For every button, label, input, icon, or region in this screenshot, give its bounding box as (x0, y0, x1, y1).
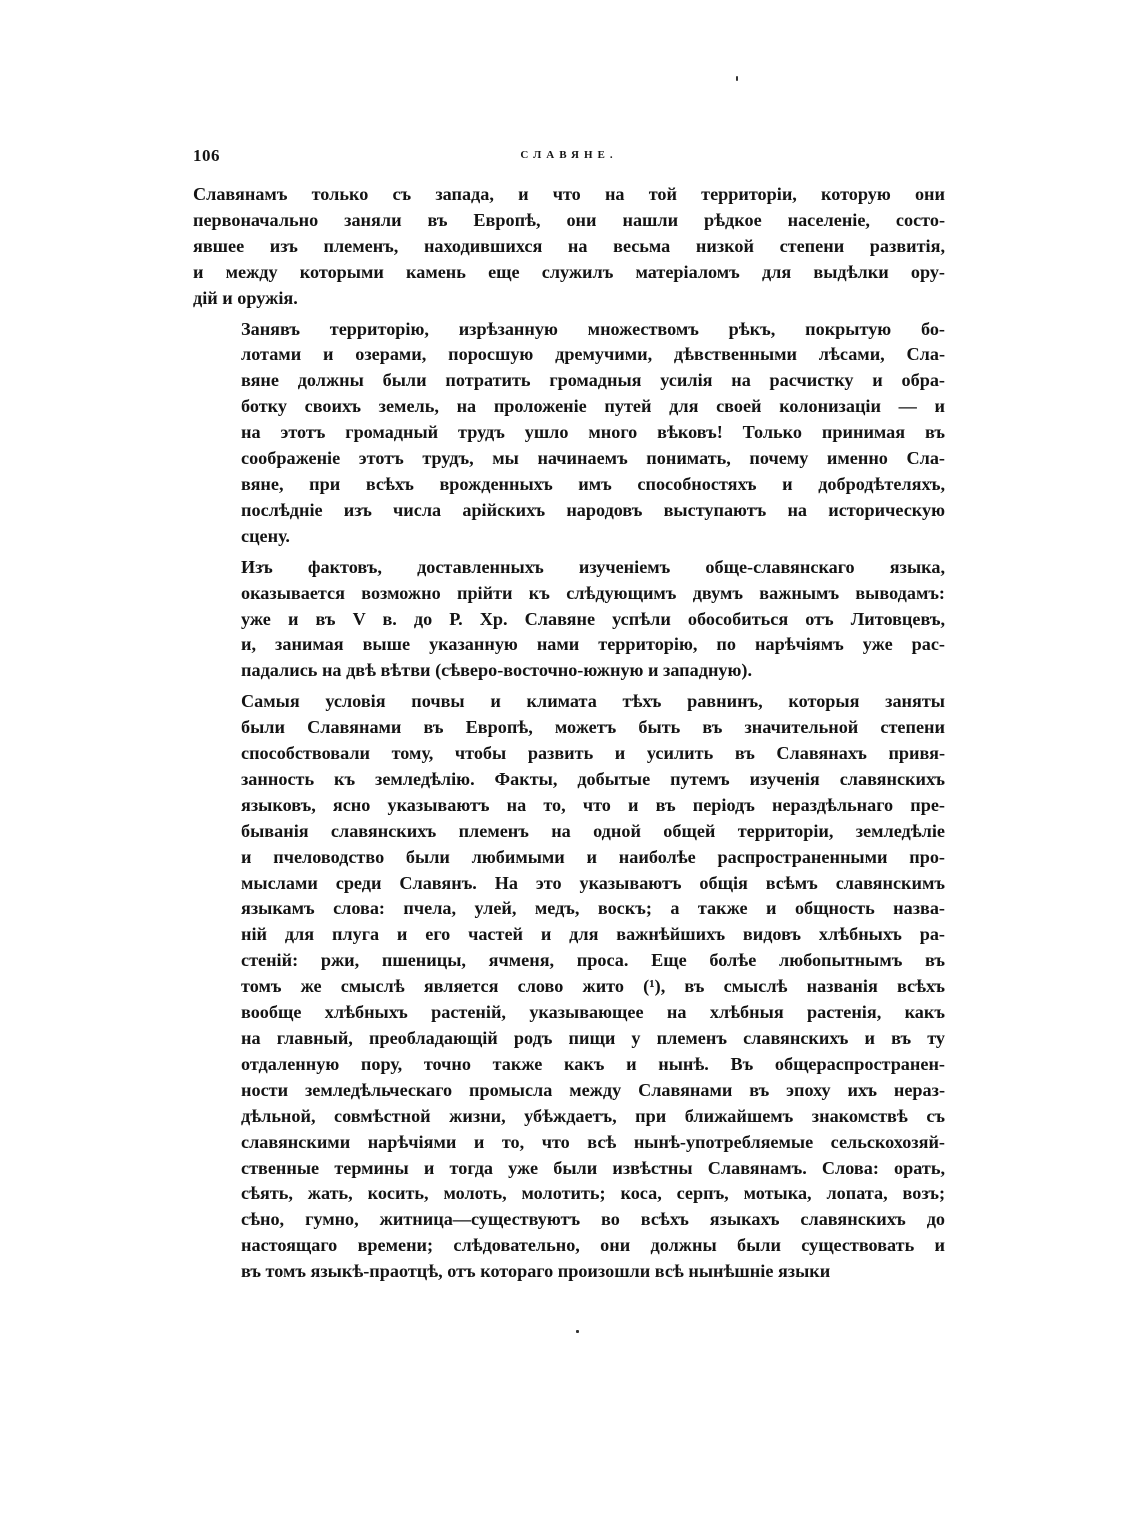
page-number: 106 (193, 146, 220, 165)
text-line: Самыя условія почвы и климата тѣхъ равнинъ, которыя заняты (241, 691, 945, 712)
text-line: на главный, преобладающій родъ пищи у племенъ славянскихъ и въ ту (241, 1028, 945, 1048)
paragraph (193, 182, 945, 312)
text-line: ственные термины и тогда уже были извѣстны Славянамъ. Слова: орать, (241, 1157, 945, 1178)
text-line: уже и въ V в. до Р. Хр. Славяне успѣли обособиться отъ Литовцевъ, (241, 608, 945, 629)
text-line: вяне, при всѣхъ врожденныхъ имъ способностяхъ и добродѣтеляхъ, (241, 473, 945, 494)
text-line: оказывается возможно прійти къ слѣдующимъ двумъ важнымъ выводамъ: (241, 582, 945, 603)
text-line: Занявъ территорію, изрѣзанную множествомъ рѣкъ, покрытую бо- (241, 318, 945, 339)
text-line: лотами и озерами, поросшую дремучими, дѣвственными лѣсами, Сла- (241, 344, 945, 365)
text-line: быванія славянскихъ племенъ на одной общей территоріи, земледѣліе (241, 820, 945, 841)
text-line: томъ же смыслѣ является слово жито (¹), въ смыслѣ названія всѣхъ (241, 976, 945, 997)
text-line: настоящаго времени; слѣдовательно, они должны были существовать и (241, 1235, 945, 1256)
paragraph (193, 555, 945, 685)
text-line: были Славянами въ Европѣ, можетъ быть въ значительной степени (241, 717, 945, 738)
text-line: ній для плуга и его частей и для важнѣйшихъ видовъ хлѣбныхъ ра- (241, 924, 945, 945)
text-line: послѣдніе изъ числа арійскихъ народовъ выступаютъ на историческую (241, 499, 945, 520)
print-speck (576, 1330, 579, 1333)
paragraph (193, 317, 945, 550)
text-line: сѣно, гумно, житница—существуютъ во всѣхъ языкахъ славянскихъ до (241, 1209, 945, 1230)
text-line: и пчеловодство были любимыми и наиболѣе распространенными про- (241, 846, 945, 867)
text-line: падались на двѣ вѣтви (сѣверо-восточно-южную и западную). (241, 660, 753, 681)
text-line: сцену. (241, 525, 290, 546)
text-line: дій и оружія. (193, 287, 298, 308)
text-line: соображеніе этотъ трудъ, мы начинаемъ понимать, почему именно Сла- (241, 448, 945, 469)
text-line: отдаленную пору, точно также какъ и нынѣ. Въ общераспространен- (241, 1053, 945, 1074)
body-text (193, 182, 945, 1285)
text-line: явшее изъ племенъ, находившихся на весьма низкой степени развитія, (193, 235, 945, 256)
text-line: Славянамъ только съ запада, и что на той территоріи, которую они (193, 184, 945, 204)
text-line: на этотъ громадный трудъ ушло много вѣковъ! Только принимая въ (241, 422, 945, 443)
text-line: сѣять, жать, косить, молоть, молотить; коса, серпъ, мотыка, лопата, возъ; (241, 1183, 945, 1204)
text-line: Изъ фактовъ, доставленныхъ изученіемъ обще-славянскаго языка, (241, 556, 945, 577)
page-header (193, 146, 945, 168)
text-line: первоначально заняли въ Европѣ, они нашли рѣдкое населеніе, состо- (193, 209, 945, 230)
text-line: дѣльной, совмѣстной жизни, убѣждаетъ, при ближайшемъ знакомствѣ съ (241, 1105, 945, 1126)
text-line: занность къ земледѣлію. Факты, добытые путемъ изученія славянскихъ (241, 768, 945, 789)
print-speck (736, 76, 738, 81)
paragraph (193, 689, 945, 1285)
text-line: вяне должны были потратить громадныя усилія на расчистку и обра- (241, 370, 945, 391)
text-line: языковъ, ясно указываютъ на то, что и въ періодъ нераздѣльнаго пре- (241, 794, 945, 815)
running-head: СЛАВЯНЕ. (520, 149, 618, 161)
text-line: способствовали тому, чтобы развить и усилить въ Славянахъ привя- (241, 743, 945, 764)
text-line: въ томъ языкѣ-праотцѣ, отъ котораго произошли всѣ нынѣшніе языки (241, 1261, 831, 1282)
text-line: вообще хлѣбныхъ растеній, указывающее на хлѣбныя растенія, какъ (241, 1002, 945, 1023)
text-line: языкамъ слова: пчела, улей, медъ, воскъ; а также и общность назва- (241, 898, 945, 919)
text-line: славянскими нарѣчіями и то, что всѣ нынѣ-употребляемые сельскохозяй- (241, 1131, 945, 1152)
text-line: ности земледѣльческаго промысла между Славянами въ эпоху ихъ нераз- (241, 1079, 945, 1100)
text-line: ботку своихъ земель, на проложеніе путей для своей колонизаціи — и (241, 396, 945, 417)
text-line: и между которыми камень еще служилъ матеріаломъ для выдѣлки ору- (193, 261, 945, 282)
text-line: и, занимая выше указанную нами территорію, по нарѣчіямъ уже рас- (241, 634, 945, 655)
text-line: мыслами среди Славянъ. На это указываютъ общія всѣмъ славянскимъ (241, 872, 945, 893)
text-line: стеній: ржи, пшеницы, ячменя, проса. Еще болѣе любопытнымъ въ (241, 950, 945, 971)
